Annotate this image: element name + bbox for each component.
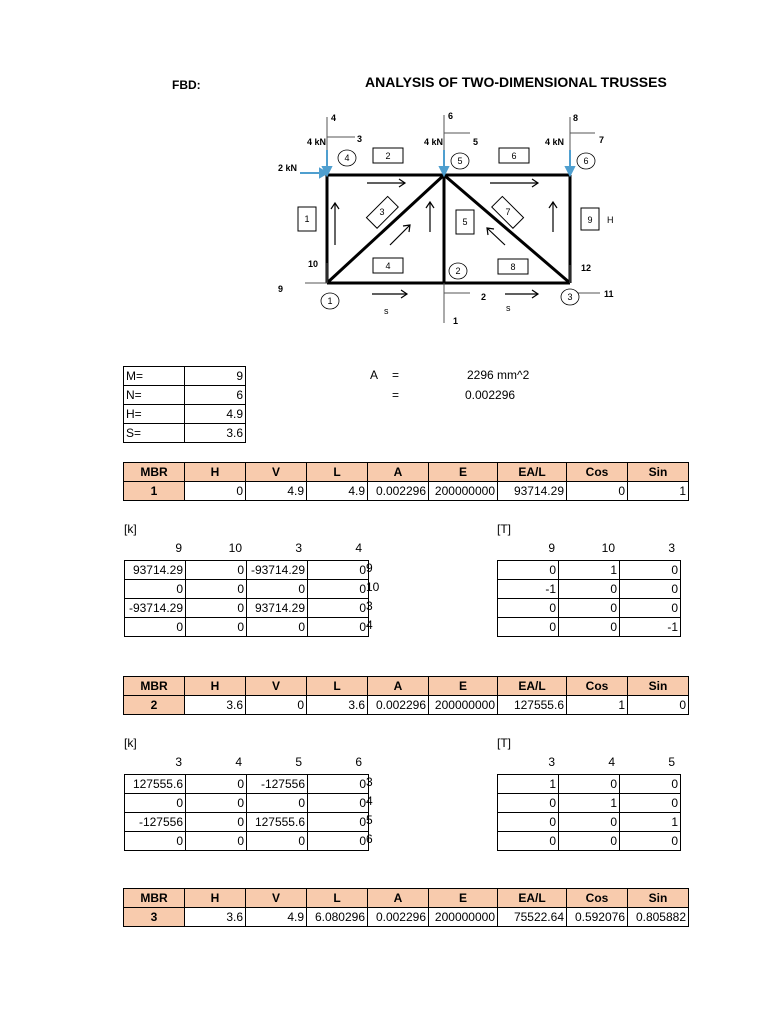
member-value: 0 [246,696,307,715]
member-value: 6.080296 [307,908,368,927]
span-label: s [384,306,389,316]
member-label: 6 [511,151,517,161]
member-table [123,462,689,501]
load-label: 4 kN [545,137,565,147]
member-row [124,908,689,927]
member-value: 0.002296 [368,908,429,927]
param-row [124,386,246,405]
member-id: 1 [124,482,185,501]
member-header-cell: E [429,463,498,482]
matrix-row [498,775,681,794]
matrix-cell: 0 [559,775,620,794]
matrix-cell: -127556 [125,813,186,832]
joint-label: 2 [455,266,461,276]
member-table [123,888,689,927]
k-row-label: 6 [366,832,373,846]
member-header-cell: EA/L [498,889,567,908]
page-title: ANALYSIS OF TWO-DIMENSIONAL TRUSSES [365,74,667,90]
member-value: 93714.29 [498,482,567,501]
area-value-mm2: 2296 mm^2 [467,368,530,382]
member-header-cell: Sin [628,677,689,696]
load-label: 2 kN [278,163,298,173]
matrix-cell: 0 [620,599,681,618]
t-col-header: 5 [668,755,675,769]
member-header-cell: EA/L [498,677,567,696]
member-value: 75522.64 [498,908,567,927]
member-value: 0 [185,482,246,501]
matrix-cell: 93714.29 [247,599,308,618]
member-header-cell: MBR [124,677,185,696]
matrix-cell: 0 [498,813,559,832]
matrix-cell: -127556 [247,775,308,794]
t-matrix-label: [T] [497,522,511,536]
matrix-row [498,580,681,599]
member-header-cell: A [368,889,429,908]
member-header-cell: MBR [124,889,185,908]
dof-label: 2 [481,292,487,302]
member-value: 0.592076 [567,908,628,927]
t-col-header: 10 [601,541,615,555]
member-label: 9 [587,215,593,225]
member-row [124,696,689,715]
matrix-cell: 0 [620,832,681,851]
matrix-cell: 0 [186,775,247,794]
matrix-cell: 127555.6 [125,775,186,794]
matrix-cell: 0 [498,794,559,813]
matrix-row [125,561,369,580]
matrix-cell: 0 [125,580,186,599]
truss-diagram [270,105,630,330]
member-value: 0.002296 [368,482,429,501]
member-value: 0.002296 [368,696,429,715]
member-header-cell: A [368,677,429,696]
member-header-cell: V [246,463,307,482]
k-matrix-label: [k] [124,736,137,750]
member-value: 4.9 [246,482,307,501]
k-row-label: 9 [366,561,373,575]
matrix-cell: 1 [620,813,681,832]
matrix-row [498,832,681,851]
t-col-header: 3 [548,755,555,769]
matrix-row [125,618,369,637]
member-value: 200000000 [429,696,498,715]
matrix-cell: 0 [308,832,369,851]
member-header-cell: A [368,463,429,482]
member-value: 3.6 [185,696,246,715]
member-header-row [124,677,689,696]
joint-label: 3 [567,292,573,302]
matrix-row [498,599,681,618]
dof-label: 8 [573,113,579,123]
dof-label: 6 [448,111,454,121]
k-row-label: 4 [366,794,373,808]
matrix-cell: -93714.29 [247,561,308,580]
k-row-label: 4 [366,618,373,632]
dof-label: 4 [331,113,337,123]
k-row-label: 5 [366,813,373,827]
matrix-cell: 0 [559,599,620,618]
member-box-labels [304,151,592,272]
matrix-cell: 0 [186,561,247,580]
k-row-label: 10 [366,580,380,594]
param-value: 6 [185,386,246,405]
matrix-cell: 0 [186,599,247,618]
t-col-header: 3 [668,541,675,555]
member-header-cell: E [429,677,498,696]
member-header-cell: H [185,463,246,482]
dof-label: 9 [278,284,284,294]
k-col-header: 5 [295,755,302,769]
member-header-cell: MBR [124,463,185,482]
matrix-cell: 0 [186,794,247,813]
member-header-cell: Cos [567,889,628,908]
matrix-row [498,561,681,580]
height-label: H [607,215,614,225]
matrix-cell: 0 [498,561,559,580]
matrix-cell: 0 [559,580,620,599]
k-row-label: 3 [366,775,373,789]
matrix-cell: 0 [186,618,247,637]
member-header-cell: Sin [628,463,689,482]
matrix-row [125,813,369,832]
member-table [123,676,689,715]
member-header-cell: H [185,889,246,908]
stiffness-matrix [124,774,369,851]
matrix-cell: -93714.29 [125,599,186,618]
matrix-cell: 0 [308,618,369,637]
member-row [124,482,689,501]
member-id: 2 [124,696,185,715]
k-col-header: 9 [175,541,182,555]
matrix-cell: 0 [620,775,681,794]
member-label: 3 [379,207,385,217]
member-header-cell: V [246,677,307,696]
member-value: 1 [567,696,628,715]
dof-label: 3 [357,134,363,144]
k-col-header: 6 [355,755,362,769]
dof-label: 12 [581,263,592,273]
matrix-cell: 1 [498,775,559,794]
matrix-cell: 0 [308,599,369,618]
member-value: 127555.6 [498,696,567,715]
member-header-cell: Cos [567,463,628,482]
load-label: 4 kN [424,137,444,147]
matrix-cell: 0 [308,580,369,599]
matrix-cell: 0 [247,580,308,599]
span-label: s [506,303,511,313]
matrix-row [125,794,369,813]
member-header-cell: L [307,677,368,696]
matrix-cell: 0 [620,794,681,813]
param-key: H= [124,405,185,424]
joint-label: 4 [344,153,350,163]
matrix-cell: 0 [620,561,681,580]
area-equals: = [392,368,400,382]
member-value: 0 [567,482,628,501]
stiffness-matrix [124,560,369,637]
joint-label: 5 [457,156,463,166]
member-value: 1 [628,482,689,501]
matrix-cell: 0 [308,561,369,580]
matrix-cell: 0 [125,832,186,851]
matrix-row [125,832,369,851]
member-value: 4.9 [246,908,307,927]
dof-label: 1 [453,316,459,326]
member-header-cell: E [429,889,498,908]
param-key: M= [124,367,185,386]
member-header-cell: EA/L [498,463,567,482]
matrix-cell: 0 [125,794,186,813]
matrix-cell: 127555.6 [247,813,308,832]
matrix-row [125,775,369,794]
member-label: 1 [304,214,310,224]
matrix-cell: -1 [620,618,681,637]
member-header-cell: Sin [628,889,689,908]
member-label: 5 [462,217,468,227]
member-header-cell: V [246,889,307,908]
k-row-label: 3 [366,599,373,613]
transform-matrix [497,560,681,637]
matrix-row [498,813,681,832]
matrix-cell: 0 [186,580,247,599]
matrix-cell: 0 [498,599,559,618]
load-label: 4 kN [307,137,327,147]
param-row [124,424,246,443]
matrix-cell: 0 [498,832,559,851]
param-row [124,405,246,424]
matrix-cell: 0 [186,832,247,851]
matrix-cell: 0 [308,794,369,813]
k-col-header: 3 [295,541,302,555]
member-value: 4.9 [307,482,368,501]
param-value: 4.9 [185,405,246,424]
matrix-row [498,794,681,813]
transform-matrix [497,774,681,851]
member-value: 0.805882 [628,908,689,927]
matrix-cell: 0 [308,813,369,832]
matrix-cell: 1 [559,561,620,580]
param-value: 9 [185,367,246,386]
member-label: 8 [510,262,516,272]
param-key: S= [124,424,185,443]
area-equals: = [392,388,400,402]
member-header-cell: L [307,889,368,908]
member-header-cell: L [307,463,368,482]
member-header-row [124,463,689,482]
k-col-header: 4 [355,541,362,555]
matrix-row [498,618,681,637]
member-value: 3.6 [185,908,246,927]
matrix-cell: 0 [186,813,247,832]
dof-label: 10 [308,259,319,269]
t-matrix-label: [T] [497,736,511,750]
member-value: 3.6 [307,696,368,715]
dof-label: 5 [473,137,479,147]
matrix-cell: 0 [308,775,369,794]
member-label: 4 [385,261,391,271]
matrix-cell: 0 [247,618,308,637]
member-header-cell: H [185,677,246,696]
member-header-row [124,889,689,908]
area-value-m2: 0.002296 [465,388,516,402]
member-id: 3 [124,908,185,927]
matrix-cell: 0 [559,832,620,851]
fbd-label: FBD: [172,78,201,92]
matrix-cell: 0 [125,618,186,637]
joint-label: 6 [583,156,589,166]
matrix-cell: 93714.29 [125,561,186,580]
param-row [124,367,246,386]
matrix-cell: 0 [559,618,620,637]
matrix-cell: 0 [620,580,681,599]
truss-members [327,175,570,283]
member-label: 7 [505,207,511,217]
param-value: 3.6 [185,424,246,443]
matrix-row [125,599,369,618]
k-col-header: 4 [235,755,242,769]
dof-label: 7 [599,135,605,145]
area-label: A [370,368,379,382]
t-col-header: 9 [548,541,555,555]
k-matrix-label: [k] [124,522,137,536]
joint-label: 1 [327,296,333,306]
matrix-cell: 0 [559,813,620,832]
matrix-row [125,580,369,599]
member-value: 0 [628,696,689,715]
member-header-cell: Cos [567,677,628,696]
matrix-cell: 0 [247,794,308,813]
k-col-header: 10 [228,541,242,555]
dof-label: 11 [604,289,614,299]
param-key: N= [124,386,185,405]
t-col-header: 4 [608,755,615,769]
member-value: 200000000 [429,908,498,927]
member-label: 2 [385,151,391,161]
params-table [123,366,246,443]
matrix-cell: 1 [559,794,620,813]
matrix-cell: -1 [498,580,559,599]
member-value: 200000000 [429,482,498,501]
matrix-cell: 0 [247,832,308,851]
k-col-header: 3 [175,755,182,769]
matrix-cell: 0 [498,618,559,637]
